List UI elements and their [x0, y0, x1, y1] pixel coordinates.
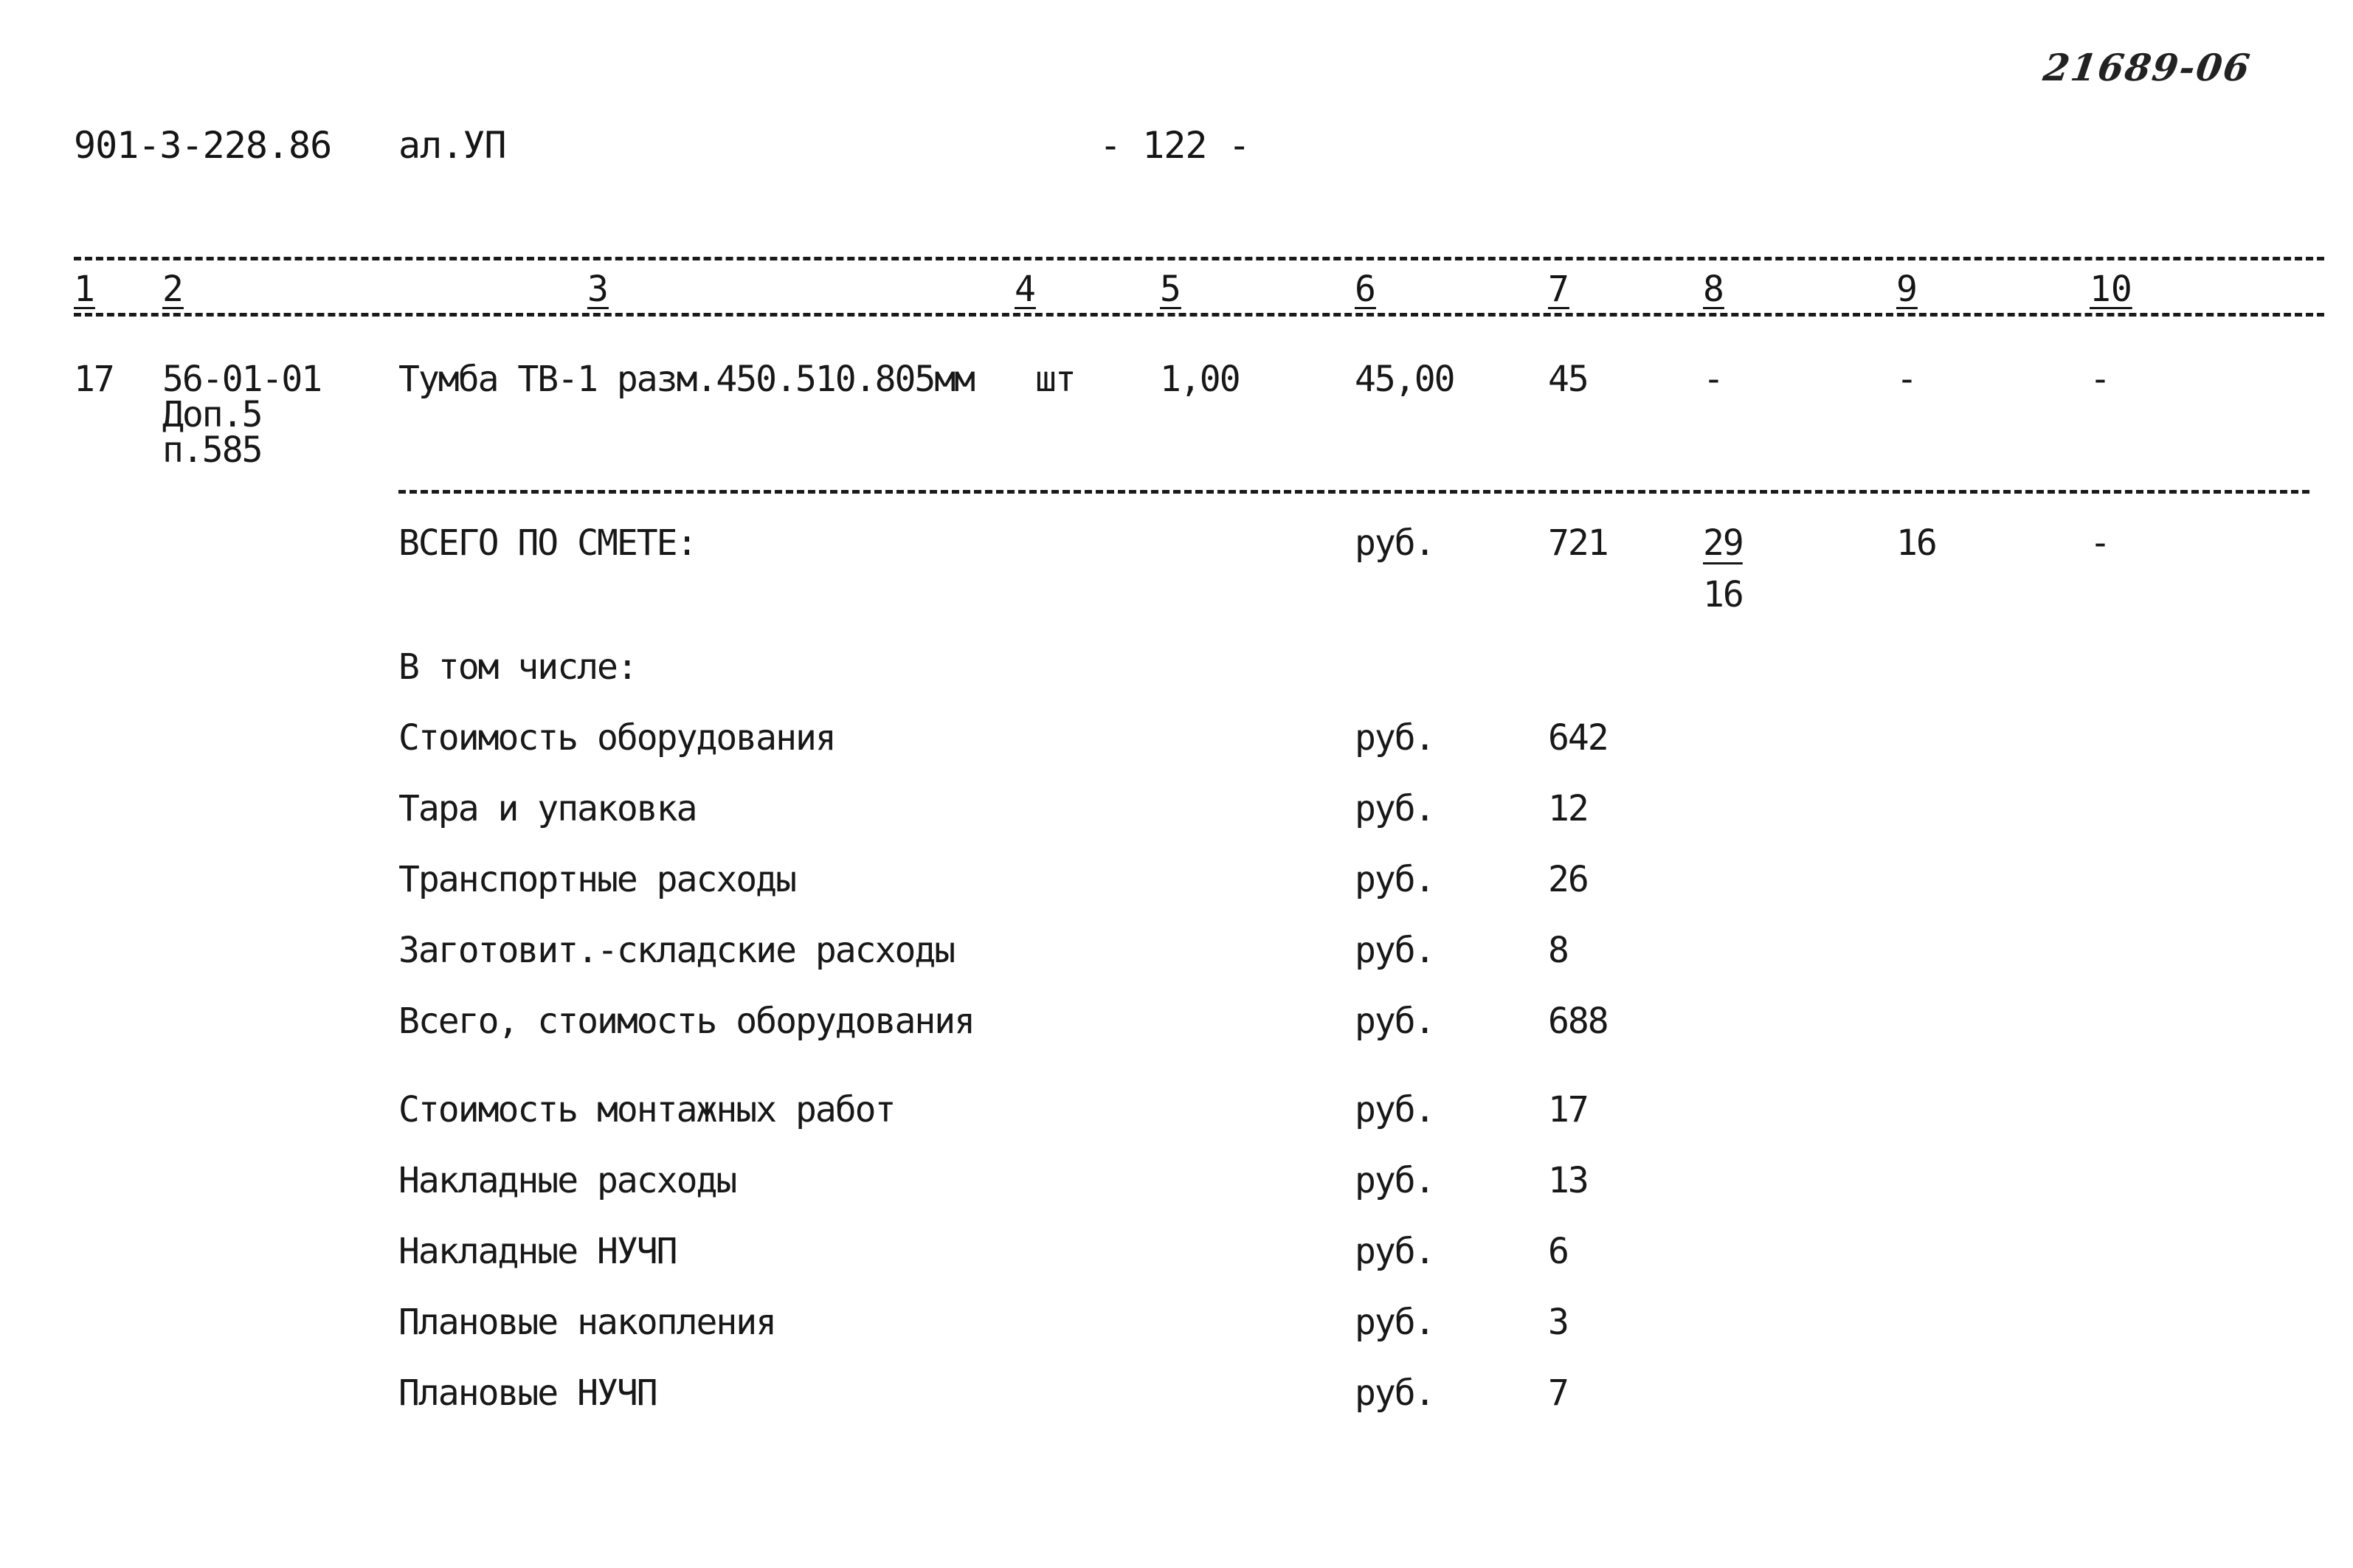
breakdown-value: 688	[1548, 1001, 1608, 1042]
breakdown-unit: руб.	[1355, 1089, 1434, 1130]
breakdown-label: Плановые НУЧП	[398, 1372, 657, 1414]
column-number-4: 4	[1015, 269, 1036, 310]
page-number: - 122 -	[1099, 124, 1250, 167]
header-bottom-dashed-rule	[74, 313, 2324, 317]
item-total: 45	[1548, 359, 1588, 400]
breakdown-label: Стоимость монтажных работ	[398, 1089, 895, 1130]
column-number-3: 3	[587, 269, 609, 310]
summary-col-8-denominator: 16	[1703, 574, 1743, 615]
item-unit: шт	[1035, 359, 1075, 400]
album-number: ал.УП	[398, 124, 506, 167]
column-number-9: 9	[1896, 269, 1918, 310]
item-col-10: -	[2090, 359, 2110, 400]
column-number-1: 1	[74, 269, 95, 310]
column-number-8: 8	[1703, 269, 1724, 310]
summary-col-10: -	[2090, 522, 2110, 564]
breakdown-label: Накладные расходы	[398, 1160, 736, 1201]
breakdown-unit: руб.	[1355, 1001, 1434, 1042]
item-name: Тумба ТВ-1 разм.450.510.805мм	[398, 359, 975, 400]
breakdown-value: 7	[1548, 1372, 1568, 1414]
breakdown-value: 6	[1548, 1231, 1568, 1272]
breakdown-unit: руб.	[1355, 788, 1434, 829]
document-code: 901-3-228.86	[74, 124, 332, 167]
breakdown-value: 13	[1548, 1160, 1588, 1201]
breakdown-label: Транспортные расходы	[398, 859, 795, 900]
breakdown-value: 8	[1548, 930, 1568, 971]
breakdown-label: Накладные НУЧП	[398, 1231, 677, 1272]
header-top-dashed-rule	[74, 257, 2324, 260]
column-number-2: 2	[162, 269, 184, 310]
column-number-5: 5	[1160, 269, 1181, 310]
breakdown-value: 26	[1548, 859, 1588, 900]
column-number-7: 7	[1548, 269, 1569, 310]
breakdown-label: Стоимость оборудования	[398, 717, 835, 759]
breakdown-unit: руб.	[1355, 717, 1434, 759]
breakdown-unit: руб.	[1355, 930, 1434, 971]
norm-supplement: Доп.5	[162, 394, 262, 435]
norm-code: 56-01-01	[162, 359, 322, 400]
item-unit-price: 45,00	[1355, 359, 1454, 400]
summary-col-9: 16	[1896, 522, 1936, 564]
column-number-10: 10	[2090, 269, 2132, 310]
item-col-8: -	[1703, 359, 1723, 400]
breakdown-value: 3	[1548, 1302, 1568, 1343]
item-col-9: -	[1896, 359, 1916, 400]
breakdown-label: Заготовит.-складские расходы	[398, 930, 955, 971]
breakdown-label: Всего, стоимость оборудования	[398, 1001, 975, 1042]
breakdown-value: 642	[1548, 717, 1608, 759]
summary-col-8-numerator: 29	[1703, 522, 1743, 564]
column-number-6: 6	[1355, 269, 1376, 310]
breakdown-unit: руб.	[1355, 859, 1434, 900]
breakdown-value: 17	[1548, 1089, 1588, 1130]
summary-total: 721	[1548, 522, 1608, 564]
breakdown-label: Тара и упаковка	[398, 788, 697, 829]
summary-label: ВСЕГО ПО СМЕТЕ:	[398, 522, 697, 564]
breakdown-label: Плановые накопления	[398, 1302, 776, 1343]
norm-item: п.585	[162, 429, 262, 471]
breakdown-unit: руб.	[1355, 1302, 1434, 1343]
row-number: 17	[74, 359, 114, 400]
summary-unit: руб.	[1355, 522, 1434, 564]
including-label: В том числе:	[398, 646, 637, 688]
breakdown-unit: руб.	[1355, 1231, 1434, 1272]
item-quantity: 1,00	[1160, 359, 1240, 400]
breakdown-unit: руб.	[1355, 1372, 1434, 1414]
breakdown-value: 12	[1548, 788, 1588, 829]
summary-dashed-rule	[398, 490, 2309, 494]
archive-stamp-number: 21689-06	[2040, 46, 2254, 89]
breakdown-unit: руб.	[1355, 1160, 1434, 1201]
